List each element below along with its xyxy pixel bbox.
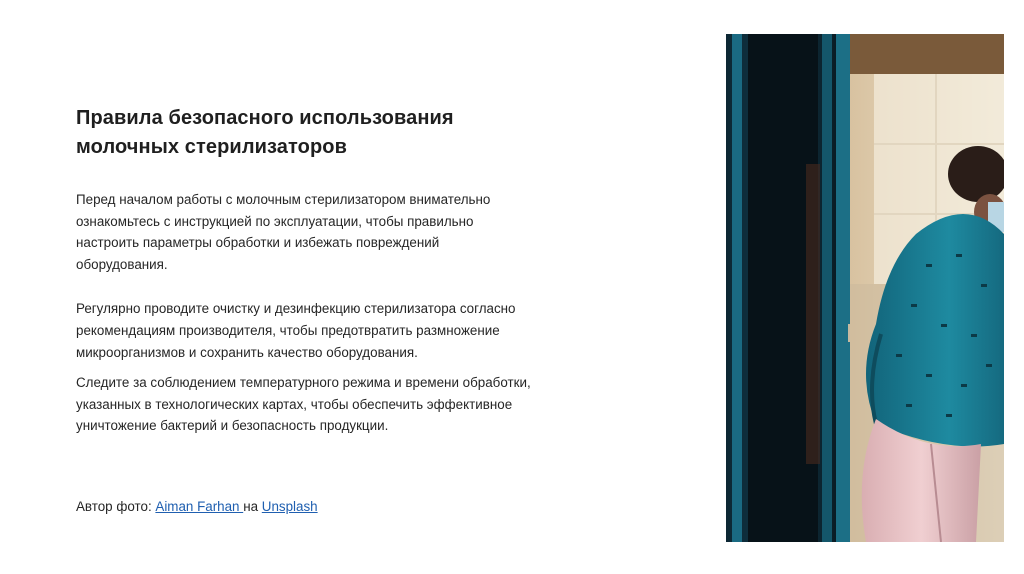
author-link[interactable]: Aiman Farhan bbox=[155, 499, 244, 514]
door-frame-left bbox=[732, 34, 742, 542]
slide-title-line-2: молочных стерилизаторов bbox=[76, 136, 347, 158]
paragraph-line: Следите за соблюдением температурного режима и времени обработки, bbox=[76, 375, 531, 391]
paragraph-line: уничтожение бактерий и безопасность продукции. bbox=[76, 418, 389, 434]
slide-title bbox=[76, 104, 576, 162]
wall-top-shadow bbox=[850, 34, 1004, 74]
paragraph-line: Перед началом работы с молочным стерилизатором внимательно bbox=[76, 192, 491, 207]
door-rust bbox=[806, 164, 820, 464]
paragraph-line: микроорганизмов и сохранить качество оборудования. bbox=[76, 344, 418, 360]
paragraph-line: Регулярно проводите очистку и дезинфекцию стерилизатора согласно bbox=[76, 301, 516, 317]
door-frame-right bbox=[822, 34, 832, 542]
paragraph-1 bbox=[76, 189, 576, 275]
photo bbox=[726, 34, 1004, 542]
photo-illustration bbox=[726, 34, 1004, 542]
credit-prefix: Автор фото: bbox=[76, 499, 156, 514]
paragraph-line: рекомендациям производителя, чтобы предотвратить размножение bbox=[76, 322, 500, 338]
paragraph-2 bbox=[76, 298, 576, 363]
paragraph-line: настроить параметры обработки и избежать повреждений bbox=[76, 235, 440, 251]
paragraph-3 bbox=[76, 372, 576, 437]
paragraph-line: указанных в технологических картах, чтобы обеспечить эффективное bbox=[76, 396, 513, 412]
credit-middle: на bbox=[243, 499, 262, 514]
paragraph-line: оборудования. bbox=[76, 256, 168, 272]
paragraph-line: ознакомьтесь с инструкцией по эксплуатации, чтобы правильно bbox=[76, 213, 474, 229]
door-post bbox=[836, 34, 850, 542]
text-column bbox=[76, 104, 576, 437]
unsplash-link[interactable]: Unsplash bbox=[261, 499, 318, 514]
photo-credit bbox=[76, 497, 318, 517]
slide-title-line-1: Правила безопасного использования bbox=[76, 107, 454, 129]
